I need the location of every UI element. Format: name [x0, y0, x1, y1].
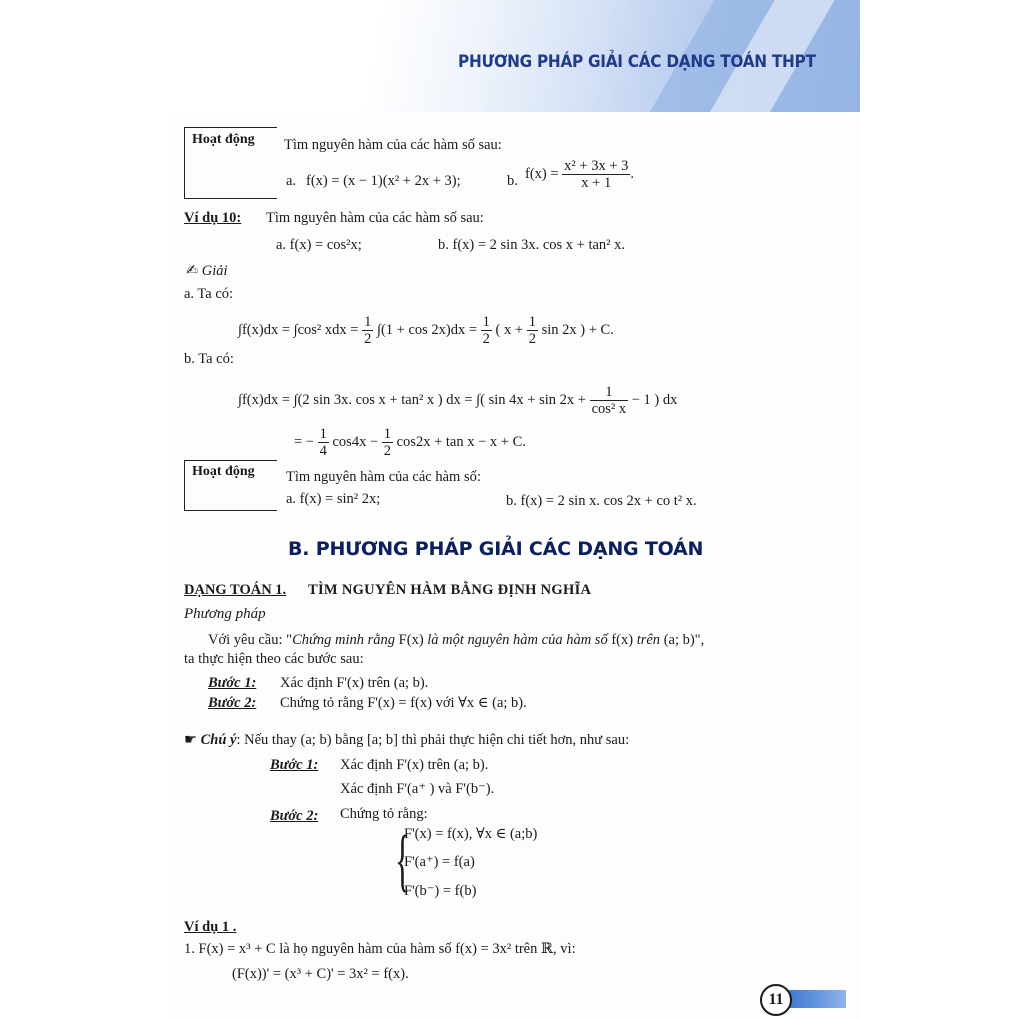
fraction: [527, 314, 538, 347]
eq-part: cos2x + tan x − x + C.: [396, 433, 526, 450]
denominator: 2: [482, 331, 490, 347]
step-text: Xác định F'(x) trên (a; b).: [340, 757, 489, 773]
eq-part: ∫f(x)dx = ∫cos² xdx =: [238, 321, 359, 338]
fraction: [318, 426, 329, 459]
denominator: 4: [319, 443, 327, 459]
method-heading: Phương pháp: [184, 606, 266, 622]
step-text: Chứng tỏ rằng F'(x) = f(x) với ∀x ∈ (a; b).: [280, 695, 527, 711]
page-header: [170, 0, 860, 112]
page-number-badge: [760, 984, 846, 1012]
method-requirement: [208, 631, 704, 649]
numerator: 1: [364, 314, 372, 330]
solution-b-head: b. Ta có:: [184, 351, 234, 367]
pencil-icon: ✍: [186, 263, 199, 279]
numerator: 1: [319, 426, 327, 442]
step-label: Bước 2:: [208, 695, 257, 711]
example-item-b: b. f(x) = 2 sin 3x. cos x + tan² x.: [438, 237, 626, 253]
numerator: 1: [482, 314, 490, 330]
denominator: 2: [528, 331, 536, 347]
step-text: Xác định F'(x) trên (a; b).: [280, 675, 429, 691]
step-label: Bước 1:: [208, 675, 257, 691]
example-line-2: (F(x))' = (x³ + C)' = 3x² = f(x).: [232, 966, 409, 982]
denominator: x + 1: [581, 175, 612, 191]
text-part: F(x): [395, 632, 428, 648]
fraction: [481, 314, 492, 347]
text-part: là một nguyên hàm của hàm số: [427, 632, 608, 648]
period: .: [630, 165, 634, 182]
topic-label: DẠNG TOÁN 1.: [184, 582, 287, 598]
method-line2: ta thực hiện theo các bước sau:: [184, 651, 364, 667]
note: [184, 731, 629, 749]
eq-part: cos4x −: [332, 433, 379, 450]
activity-item-b: b. f(x) = 2 sin x. cos 2x + co t² x.: [506, 493, 697, 509]
fraction: [382, 426, 393, 459]
header-title: PHƯƠNG PHÁP GIẢI CÁC DẠNG TOÁN THPT: [458, 52, 816, 72]
topic-title: TÌM NGUYÊN HÀM BẰNG ĐỊNH NGHĨA: [308, 582, 592, 598]
system-line-1: F'(x) = f(x), ∀x ∈ (a;b): [404, 826, 538, 842]
example-label: Ví dụ 10:: [184, 210, 242, 226]
step-text: Chứng tỏ rằng:: [340, 806, 428, 822]
eq-part: ( x +: [495, 321, 524, 338]
solution-b-equation-2: [294, 426, 526, 459]
b-lhs: f(x) =: [525, 165, 559, 182]
activity-prompt: Tìm nguyên hàm của các hàm số sau:: [284, 137, 502, 153]
fraction: [590, 384, 629, 417]
text-part: Chứng minh rằng: [292, 632, 396, 648]
denominator: 2: [364, 331, 372, 347]
text-part: (a; b)",: [660, 632, 705, 648]
example-label: Ví dụ 1 .: [184, 919, 237, 935]
page-number: 11: [760, 984, 792, 1016]
system-brace: {: [395, 822, 411, 899]
activity-item-a: a. f(x) = sin² 2x;: [286, 491, 381, 507]
activity-prompt: Tìm nguyên hàm của các hàm số:: [286, 469, 481, 485]
step-label: Bước 2:: [270, 808, 319, 824]
activity-item-b-prefix: b.: [507, 173, 518, 189]
solution-heading: [186, 262, 228, 280]
denominator: cos² x: [591, 401, 627, 417]
step-label: Bước 1:: [270, 757, 319, 773]
eq-part: − 1 ) dx: [631, 391, 678, 408]
numerator: x² + 3x + 3: [564, 158, 629, 174]
solution-a-head: a. Ta có:: [184, 286, 234, 302]
system-line-2: F'(a⁺) = f(a): [404, 854, 475, 870]
note-label: Chú ý: [200, 732, 237, 748]
activity-label: Hoạt động: [192, 132, 255, 147]
activity-item-a: f(x) = (x − 1)(x² + 2x + 3);: [306, 173, 461, 189]
denominator: 2: [383, 443, 391, 459]
pointing-hand-icon: ☛: [184, 732, 197, 748]
eq-part: sin 2x ) + C.: [541, 321, 614, 338]
system-line-3: F'(b⁻) = f(b): [404, 883, 477, 899]
activity-item-a-prefix: a.: [286, 173, 297, 189]
fraction: [562, 158, 630, 191]
solution-label: Giải: [201, 263, 228, 279]
numerator: 1: [528, 314, 536, 330]
eq-part: ∫f(x)dx = ∫(2 sin 3x. cos x + tan² x ) dx = ∫( sin 4x + sin 2x +: [238, 391, 586, 408]
activity-item-b: [525, 158, 634, 191]
numerator: 1: [590, 384, 629, 401]
example-item-a: a. f(x) = cos²x;: [276, 237, 362, 253]
eq-part: = −: [294, 433, 314, 450]
example-line-1: 1. F(x) = x³ + C là họ nguyên hàm của hàm số f(x) = 3x² trên ℝ, vì:: [184, 941, 576, 957]
text-part: f(x): [607, 632, 637, 648]
numerator: 1: [383, 426, 391, 442]
step-text: Xác định F'(a⁺ ) và F'(b⁻).: [340, 781, 495, 797]
solution-b-equation-1: [238, 384, 677, 417]
eq-part: ∫(1 + cos 2x)dx =: [376, 321, 478, 338]
activity-label: Hoạt động: [192, 464, 255, 479]
text-part: Với yêu cầu: ": [208, 632, 293, 648]
example-prompt: Tìm nguyên hàm của các hàm số sau:: [266, 210, 484, 226]
section-title: B. PHƯƠNG PHÁP GIẢI CÁC DẠNG TOÁN: [288, 538, 704, 560]
fraction: [362, 314, 373, 347]
solution-a-equation: [238, 314, 614, 347]
text-part: trên: [636, 632, 661, 648]
note-text: : Nếu thay (a; b) bằng [a; b] thì phải thực hiện chi tiết hơn, như sau:: [236, 732, 630, 748]
